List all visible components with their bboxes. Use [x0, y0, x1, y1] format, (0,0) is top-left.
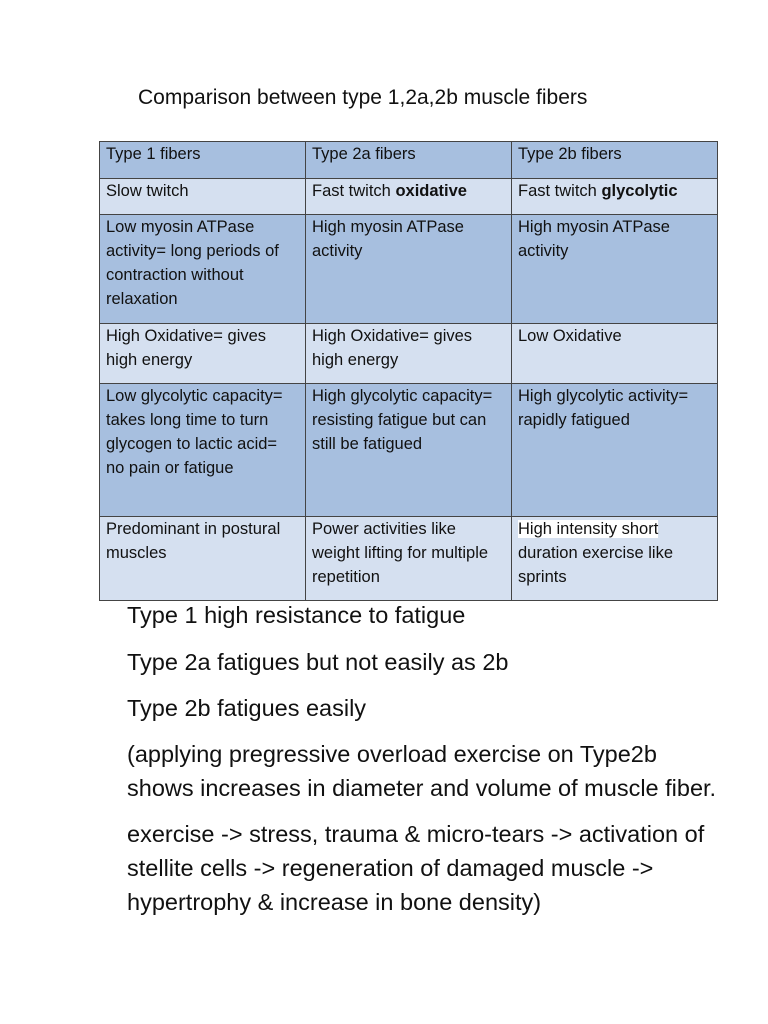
table-cell: Slow twitch	[100, 179, 306, 215]
table-cell: High Oxidative= gives high energy	[100, 324, 306, 384]
table-row-usage	[100, 517, 718, 601]
table-cell: High myosin ATPase activity	[512, 215, 718, 324]
table-cell: Power activities like weight lifting for multiple repetition	[306, 517, 512, 601]
notes-section	[127, 598, 727, 919]
table-cell: Low Oxidative	[512, 324, 718, 384]
table-cell: High Oxidative= gives high energy	[306, 324, 512, 384]
fiber-comparison-table	[99, 141, 718, 601]
note-overload-paragraph: (applying pregressive overload exercise on Type2b shows increases in diameter and volume of muscle fiber.	[127, 741, 717, 801]
table-cell: Low myosin ATPase activity= long periods of contraction without relaxation	[100, 215, 306, 324]
note-type1: Type 1 high resistance to fatigue	[127, 602, 466, 628]
table-row-atpase	[100, 215, 718, 324]
note-type2b: Type 2b fatigues easily	[127, 695, 367, 721]
table-cell: Predominant in postural muscles	[100, 517, 306, 601]
note-type2a: Type 2a fatigues but not easily as 2b	[127, 649, 509, 675]
table-cell: High glycolytic activity= rapidly fatigued	[512, 384, 718, 517]
table-row-twitch	[100, 179, 718, 215]
table-row-glycolytic	[100, 384, 718, 517]
table-cell: Fast twitch glycolytic	[512, 179, 718, 215]
table-cell: High intensity short duration exercise like sprints	[512, 517, 718, 601]
header-cell-type2a: Type 2a fibers	[306, 142, 512, 179]
table-cell: Low glycolytic capacity= takes long time to turn glycogen to lactic acid= no pain or fatigue	[100, 384, 306, 517]
table-row-oxidative	[100, 324, 718, 384]
table-header-row	[100, 142, 718, 179]
table-cell: High myosin ATPase activity	[306, 215, 512, 324]
highlighted-text: High intensity short	[518, 520, 659, 538]
header-cell-type2b: Type 2b fibers	[512, 142, 718, 179]
header-cell-type1: Type 1 fibers	[100, 142, 306, 179]
table-cell: Fast twitch oxidative	[306, 179, 512, 215]
document-title: Comparison between type 1,2a,2b muscle fibers	[138, 86, 588, 109]
table-cell: High glycolytic capacity= resisting fatigue but can still be fatigued	[306, 384, 512, 517]
note-exercise-paragraph: exercise -> stress, trauma & micro-tears -> activation of stellite cells -> regeneration of damaged muscle -> hypertrophy & increase in bone density)	[127, 821, 705, 915]
